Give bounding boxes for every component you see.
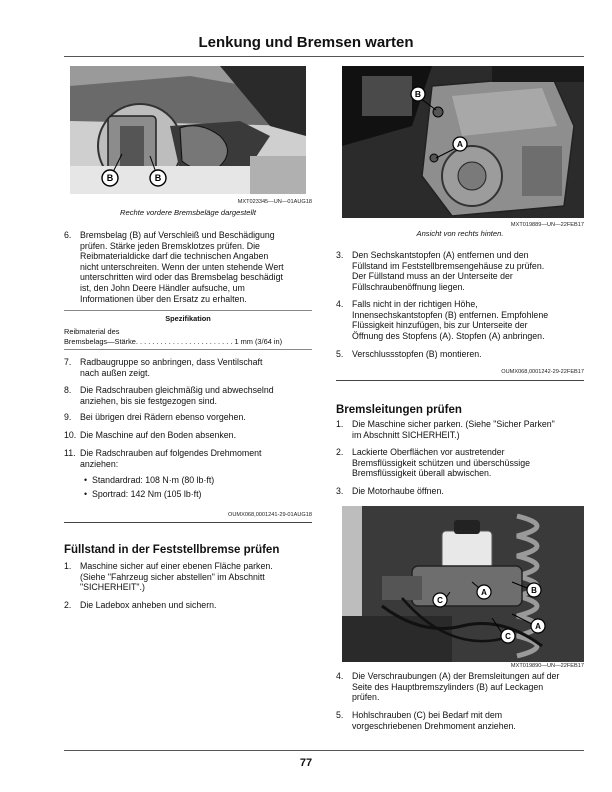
spec-rule-bottom — [64, 349, 312, 350]
step-line: nicht unterschreiten. Wenn der unten stehende Wert — [80, 261, 284, 272]
step-number: 11. — [64, 448, 76, 458]
step-line: Die Maschine auf den Boden absenken. — [80, 430, 237, 440]
step-line: Bremsflüssigkeit schützen und überschüssige — [352, 457, 530, 468]
step-line: Innensechskantstopfen (B) entfernen. Empfohlene — [352, 309, 549, 320]
step-line: vorgeschriebenen Drehmoment anziehen. — [352, 720, 516, 731]
callout-c-2: C — [505, 632, 511, 641]
step-line: Der Füllstand muss an der Unterseite der — [352, 271, 513, 282]
reference-code-1: OUMX068,0001241-29-01AUG18 — [228, 512, 312, 518]
callout-b: B — [531, 586, 537, 595]
step-number: 4. — [336, 299, 344, 309]
step-line: Den Sechskantstopfen (A) entfernen und den — [352, 250, 529, 260]
step-line: Flüssigkeit hinzufügen, bis zur Unterseite der — [352, 320, 528, 331]
callout-b: B — [414, 89, 422, 99]
step-line: anziehen, bis sie festgezogen sind. — [80, 395, 217, 406]
step-6 — [64, 230, 314, 306]
figure3-id: MXT019890—UN—22FEB17 — [510, 663, 584, 669]
figure2-id: MXT019889—UN—22FEB17 — [510, 222, 584, 228]
step-line: "SICHERHEIT".) — [80, 582, 145, 593]
callout-a: A — [456, 139, 464, 149]
reference-code-2: OUMX068,0001242-29-22FEB17 — [501, 369, 584, 375]
brake-pad-figure — [70, 66, 306, 194]
step-line: Seite des Hauptbremszylinders (B) auf Leckagen — [352, 681, 544, 692]
title-rule — [64, 56, 584, 57]
step-line: Radbaugruppe so anbringen, dass Ventilschaft — [80, 357, 263, 367]
step-number: 10. — [64, 430, 77, 440]
step-line: Füllstand im Feststellbremsengehäuse zu prüfen. — [352, 260, 545, 271]
step-line: Die Verschraubungen (A) der Bremsleitungen auf der — [352, 671, 560, 681]
spec-line2: Bremsbelags—Stärke. . . . . . . . . . . . . . . . . . . . . . . . 1 mm (3/64 in) — [64, 337, 283, 346]
figure1-caption: Rechte vordere Bremsbeläge dargestellt — [120, 208, 256, 217]
step-line: Informationen über den Ersatz zu erhalten. — [80, 293, 247, 304]
bullet-item: • Sportrad: 142 Nm (105 lb·ft) — [84, 489, 202, 499]
step-number: 3. — [336, 486, 344, 496]
step-line: Hohlschrauben (C) bei Bedarf mit dem — [352, 710, 503, 720]
parking-brake-housing-figure — [342, 66, 584, 218]
step-number: 8. — [64, 385, 72, 395]
step-line: Maschine sicher auf einer ebenen Fläche parken. — [80, 561, 273, 571]
step-line: Füllschraubenöffnung liegen. — [352, 281, 465, 292]
step-number: 5. — [336, 710, 344, 720]
section-heading-brake-lines: Bremsleitungen prüfen — [336, 404, 462, 416]
section-rule-1 — [64, 522, 312, 523]
step-line: Bremsflüssigkeit überall abwischen. — [352, 468, 492, 479]
footer-rule — [64, 750, 584, 751]
callout-a-1: A — [481, 588, 487, 597]
spec-rule-top — [64, 310, 312, 311]
spec-heading: Spezifikation — [165, 314, 211, 323]
step-number: 3. — [336, 250, 344, 260]
step-line: Bei übrigen drei Rädern ebenso vorgehen. — [80, 412, 246, 422]
callout-c-1: C — [437, 596, 443, 605]
step-number: 7. — [64, 357, 72, 367]
page-title: Lenkung und Bremsen warten — [198, 34, 414, 51]
step-line: Bremsbelag (B) auf Verschleiß und Beschädigung — [80, 230, 275, 240]
page-number: 77 — [299, 757, 313, 769]
step-line: prüfen. — [352, 692, 380, 703]
step-line: Öffnung des Stopfens (A). Stopfen (A) anbringen. — [352, 330, 545, 341]
bullet-text: Standardrad: 108 N·m (80 lb·ft) — [91, 475, 215, 485]
section-rule-2 — [336, 380, 584, 381]
step-line: unterschritten wird oder das Bremsbelag beschädigt — [80, 272, 283, 283]
spec-line1: Reibmaterial des — [64, 327, 120, 336]
figure1-id: MXT023345—UN—01AUG18 — [237, 199, 312, 205]
bullet-text: Sportrad: 142 Nm (105 lb·ft) — [91, 489, 202, 499]
step-line: (Siehe "Fahrzeug sicher abstellen" im Abschnitt — [80, 571, 265, 582]
step-line: Reibmaterialdicke darf die technischen Angaben — [80, 251, 269, 262]
step-line: Lackierte Oberflächen vor austretender — [352, 447, 505, 457]
step-line: Die Ladebox anheben und sichern. — [80, 600, 217, 610]
callout-b-1: B — [106, 173, 114, 183]
bullet-item: • Standardrad: 108 N·m (80 lb·ft) — [84, 475, 215, 485]
step-line: Verschlussstopfen (B) montieren. — [352, 349, 482, 359]
step-number: 4. — [336, 671, 344, 681]
section-heading-parking-brake: Füllstand in der Feststellbremse prüfen — [64, 544, 280, 556]
step-line: ist, den John Deere Händler aufsuche, um — [80, 282, 245, 293]
step-line: im Abschnitt SICHERHEIT.) — [352, 429, 460, 440]
step-number: 2. — [336, 447, 344, 457]
step-number: 1. — [64, 561, 72, 571]
step-number: 1. — [336, 419, 344, 429]
step-line: anziehen: — [80, 458, 119, 469]
step-line: Die Radschrauben auf folgendes Drehmoment — [80, 448, 262, 458]
step-line: Die Maschine sicher parken. (Siehe "Sicher Parken" — [352, 419, 555, 429]
step-number: 6. — [64, 230, 72, 240]
master-cylinder-figure — [342, 506, 584, 662]
step-number: 9. — [64, 412, 72, 422]
step-line: Die Radschrauben gleichmäßig und abwechselnd — [80, 385, 274, 395]
figure2-caption: Ansicht von rechts hinten. — [416, 229, 504, 238]
step-line: Falls nicht in der richtigen Höhe, — [352, 299, 478, 309]
callout-b-2: B — [154, 173, 162, 183]
step-number: 2. — [64, 600, 72, 610]
step-line: nach außen zeigt. — [80, 367, 150, 378]
callout-a-2: A — [535, 622, 541, 631]
step-line: prüfen. Stärke jeden Bremsklotzes prüfen. Die — [80, 240, 260, 251]
step-number: 5. — [336, 349, 344, 359]
step-line: Die Motorhaube öffnen. — [352, 486, 444, 496]
